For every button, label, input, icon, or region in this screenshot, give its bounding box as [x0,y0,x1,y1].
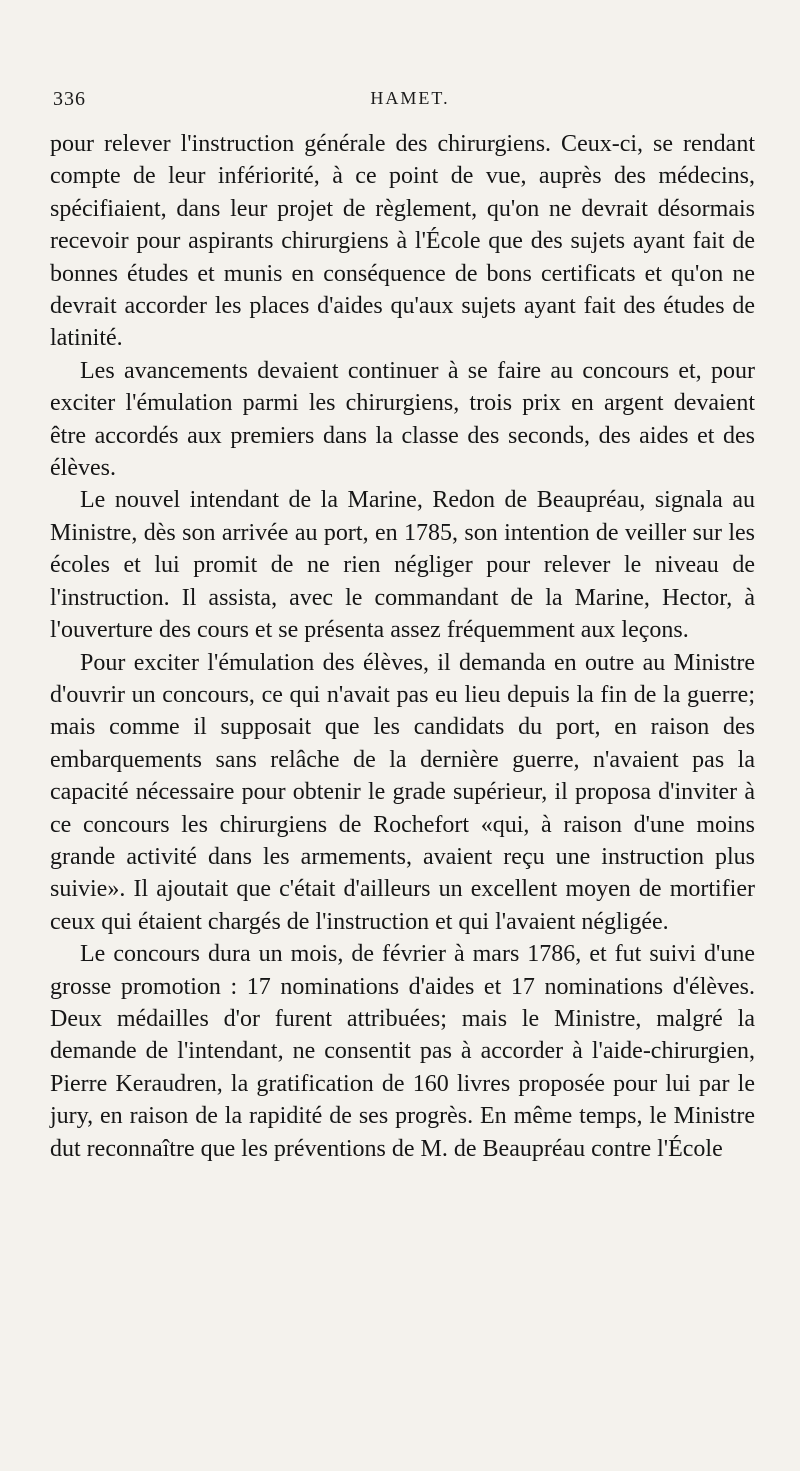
running-head: HAMET. [370,88,450,108]
paragraph-3: Le nouvel intendant de la Marine, Redon de Beaupréau, signala au Ministre, dès son arrivée au port, en 1785, son intention de veiller sur les écoles et lui promit de ne rien négliger pour relever le niveau de l'instruction. Il assista, avec le commandant de la Marine, Hector, à l'ouverture des cours et se présenta assez fréquemment aux leçons. [50,487,755,644]
paragraph-2: Les avancements devaient continuer à se faire au concours et, pour exciter l'émulation parmi les chirurgiens, trois prix en argent devaient être accordés aux premiers dans la classe des seconds, des aides et des élèves. [50,357,755,482]
paragraph-1: pour relever l'instruction générale des chirurgiens. Ceux-ci, se rendant compte de leur infériorité, à ce point de vue, auprès des médecins, spécifiaient, dans leur projet de règlement, qu'on ne devrait désormais recevoir pour aspirants chirurgiens à l'École que des sujets ayant fait de bonnes études et munis en conséquence de bons certificats et qu'on ne devrait accorder les places d'aides qu'aux sujets ayant fait des études de latinité. [50,131,755,352]
paragraph-4: Pour exciter l'émulation des élèves, il demanda en outre au Ministre d'ouvrir un concours, ce qui n'avait pas eu lieu depuis la fin de la guerre; mais comme il supposait que les candidats du port, en raison des embarquements sans relâche de la dernière guerre, n'avaient pas la capacité nécessaire pour obtenir le grade supérieur, il proposa d'inviter à ce concours les chirurgiens de Rochefort «qui, à raison d'une moins grande activité dans les armements, avaient reçu une instruction plus suivie». Il ajoutait que c'était d'ailleurs un excellent moyen de mortifier ceux qui étaient chargés de l'instruction et qui l'avaient négligée. [50,649,755,935]
page-header [50,88,750,118]
page-number: 336 [53,88,86,110]
paragraph-5: Le concours dura un mois, de février à mars 1786, et fut suivi d'une grosse promotion : 17 nominations d'aides et 17 nominations d'élèves. Deux médailles d'or furent attribuées; mais le Ministre, malgré la demande de l'intendant, ne consentit pas à accorder à l'aide-chirurgien, Pierre Keraudren, la gratification de 160 livres proposée pour lui par le jury, en raison de la rapidité de ses progrès. En même temps, le Ministre dut reconnaître que les préventions de M. de Beaupréau contre l'École [50,941,755,1162]
body-text [50,128,755,1165]
